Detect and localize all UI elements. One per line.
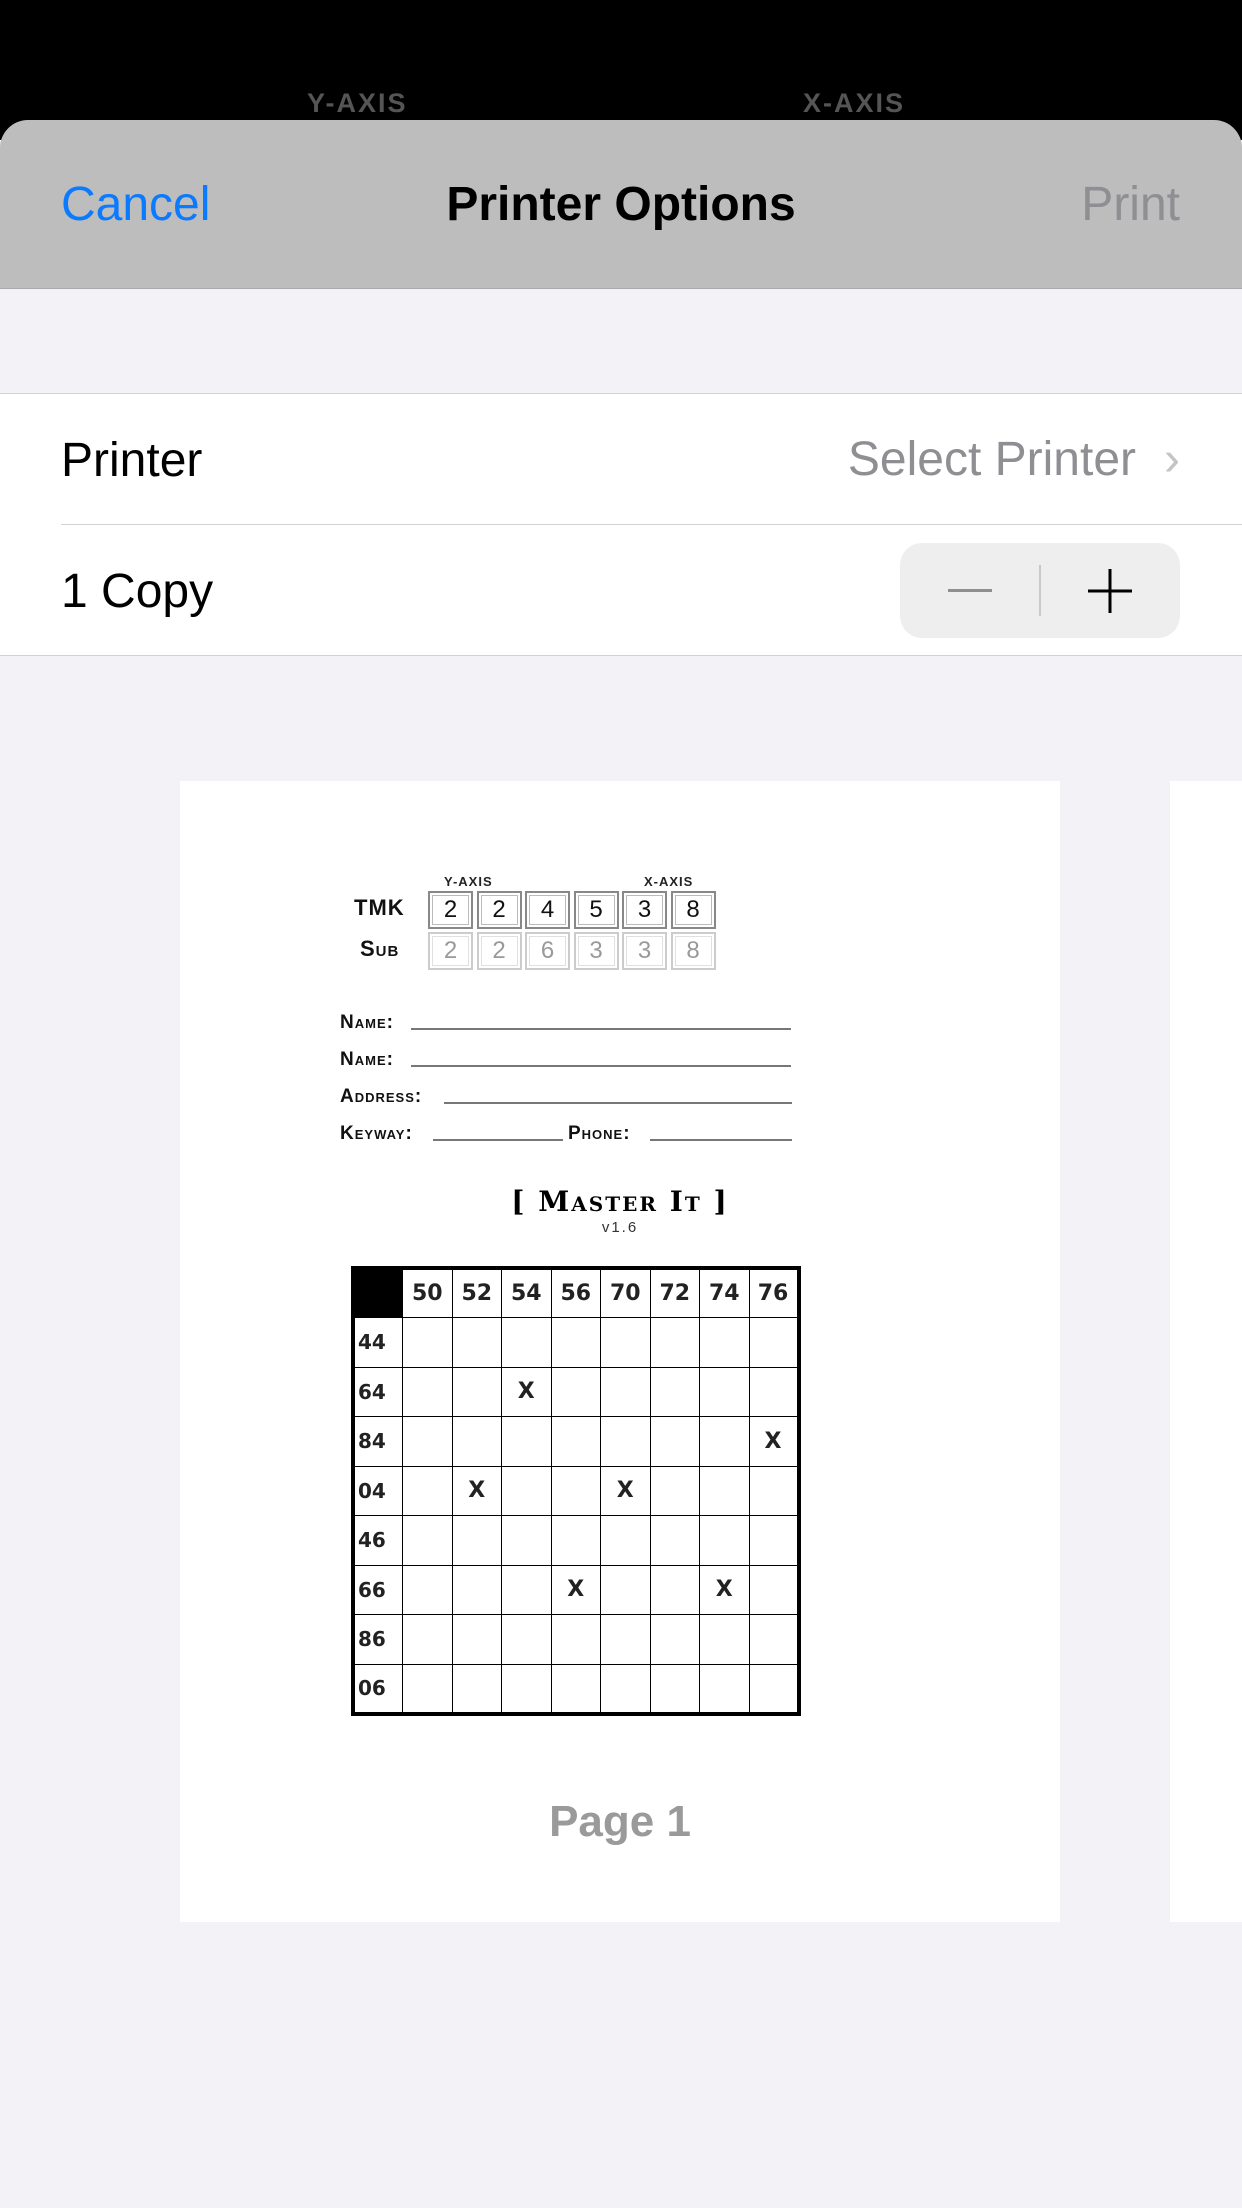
grid-cell xyxy=(403,1466,453,1516)
grid-cell xyxy=(502,1417,552,1467)
tmk-box: 2 xyxy=(428,891,473,929)
grid-cell xyxy=(403,1615,453,1665)
grid-cell xyxy=(551,1664,601,1714)
grid-cell xyxy=(502,1565,552,1615)
grid-cell xyxy=(700,1516,750,1566)
grid-cell xyxy=(700,1466,750,1516)
grid-cell-marked: X xyxy=(452,1466,502,1516)
grid-col-header: 54 xyxy=(502,1268,552,1318)
grid-row xyxy=(353,1664,799,1714)
grid-cell xyxy=(403,1367,453,1417)
grid-cell xyxy=(601,1565,651,1615)
grid-cell xyxy=(502,1466,552,1516)
address-line xyxy=(444,1102,792,1104)
grid-cell xyxy=(403,1664,453,1714)
grid-col-header: 74 xyxy=(700,1268,750,1318)
tmk-box: 3 xyxy=(622,891,667,929)
grid-cell xyxy=(601,1318,651,1368)
copies-stepper[interactable] xyxy=(900,543,1180,638)
grid-cell xyxy=(700,1615,750,1665)
grid-row-header: 86 xyxy=(353,1615,403,1665)
grid-cell xyxy=(403,1516,453,1566)
background-app xyxy=(0,0,1242,140)
grid-row xyxy=(353,1565,799,1615)
grid-cell xyxy=(502,1664,552,1714)
grid-row xyxy=(353,1318,799,1368)
grid-cell xyxy=(749,1516,799,1566)
grid-cell xyxy=(749,1466,799,1516)
chevron-right-icon: › xyxy=(1164,433,1180,486)
grid-cell-marked: X xyxy=(502,1367,552,1417)
grid-cell xyxy=(452,1318,502,1368)
grid-cell xyxy=(700,1417,750,1467)
grid-cell xyxy=(700,1664,750,1714)
grid-col-header: 70 xyxy=(601,1268,651,1318)
divider xyxy=(61,524,1242,525)
grid-row xyxy=(353,1615,799,1665)
grid-cell xyxy=(452,1615,502,1665)
grid-cell xyxy=(601,1417,651,1467)
preview-y-axis-label: Y-AXIS xyxy=(444,874,493,889)
print-button[interactable]: Print xyxy=(1081,178,1180,231)
grid-cell xyxy=(749,1615,799,1665)
grid-row xyxy=(353,1367,799,1417)
grid-row-header: 44 xyxy=(353,1318,403,1368)
grid-cell xyxy=(650,1318,700,1368)
grid-cell xyxy=(601,1615,651,1665)
grid-cell xyxy=(601,1516,651,1566)
grid-cell-marked: X xyxy=(601,1466,651,1516)
grid-cell xyxy=(650,1417,700,1467)
grid-row-header: 04 xyxy=(353,1466,403,1516)
grid-row-header: 66 xyxy=(353,1565,403,1615)
grid-cell xyxy=(749,1318,799,1368)
grid-cell xyxy=(551,1367,601,1417)
grid-cell xyxy=(551,1516,601,1566)
phone-label: Phone: xyxy=(568,1123,631,1144)
grid-row-header: 64 xyxy=(353,1367,403,1417)
page-label: Page 1 xyxy=(549,1797,691,1846)
bg-y-axis-label: Y-AXIS xyxy=(307,88,408,118)
grid-cell xyxy=(551,1417,601,1467)
tmk-box: 5 xyxy=(574,891,619,929)
grid-cell xyxy=(650,1367,700,1417)
sub-label: Sub xyxy=(360,936,400,961)
decrement-button[interactable] xyxy=(900,543,1040,638)
minus-icon xyxy=(948,589,992,593)
grid-cell xyxy=(452,1516,502,1566)
grid-cell xyxy=(551,1466,601,1516)
tmk-label: TMK xyxy=(354,895,405,920)
preview-version: v1.6 xyxy=(601,1219,639,1236)
sub-box: 2 xyxy=(428,932,473,970)
keyway-line xyxy=(433,1139,563,1141)
grid-cell xyxy=(502,1615,552,1665)
grid-cell xyxy=(403,1318,453,1368)
copies-label: 1 Copy xyxy=(61,565,214,618)
master-grid xyxy=(351,1266,801,1716)
select-printer-value[interactable]: Select Printer xyxy=(847,433,1136,486)
keyway-label: Keyway: xyxy=(340,1123,413,1144)
grid-cell xyxy=(452,1417,502,1467)
name-label-1: Name: xyxy=(340,1012,394,1033)
grid-cell xyxy=(700,1318,750,1368)
grid-cell xyxy=(502,1318,552,1368)
grid-cell-marked: X xyxy=(749,1417,799,1467)
grid-cell-marked: X xyxy=(700,1565,750,1615)
grid-cell xyxy=(650,1615,700,1665)
grid-col-header: 56 xyxy=(551,1268,601,1318)
grid-col-header: 52 xyxy=(452,1268,502,1318)
sub-box: 3 xyxy=(574,932,619,970)
grid-cell-marked: X xyxy=(551,1565,601,1615)
preview-x-axis-label: X-AXIS xyxy=(644,874,694,889)
bg-x-axis-label: X-AXIS xyxy=(803,88,906,118)
grid-cell xyxy=(650,1466,700,1516)
name-line-1 xyxy=(411,1028,791,1030)
grid-cell xyxy=(551,1615,601,1665)
tmk-box: 8 xyxy=(671,891,716,929)
grid-row-header: 84 xyxy=(353,1417,403,1467)
next-page-preview[interactable] xyxy=(1170,781,1242,1922)
grid-row-header: 46 xyxy=(353,1516,403,1566)
grid-cell xyxy=(601,1664,651,1714)
tmk-box: 2 xyxy=(477,891,522,929)
grid-cell xyxy=(452,1565,502,1615)
name-label-2: Name: xyxy=(340,1049,394,1070)
increment-button[interactable] xyxy=(1040,543,1180,638)
grid-cell xyxy=(749,1367,799,1417)
phone-line xyxy=(650,1139,792,1141)
grid-row xyxy=(353,1466,799,1516)
grid-cell xyxy=(452,1367,502,1417)
grid-row xyxy=(353,1516,799,1566)
grid-cell xyxy=(700,1367,750,1417)
grid-cell xyxy=(551,1318,601,1368)
sub-box: 2 xyxy=(477,932,522,970)
preview-title: [ Master It ] xyxy=(511,1185,729,1218)
grid-col-header: 50 xyxy=(403,1268,453,1318)
grid-cell xyxy=(650,1565,700,1615)
grid-col-header: 72 xyxy=(650,1268,700,1318)
page-title: Printer Options xyxy=(446,178,796,231)
cancel-button[interactable]: Cancel xyxy=(61,178,211,231)
grid-cell xyxy=(650,1516,700,1566)
grid-col-header: 76 xyxy=(749,1268,799,1318)
grid-corner xyxy=(353,1268,403,1318)
grid-cell xyxy=(403,1565,453,1615)
sub-box: 3 xyxy=(622,932,667,970)
sub-box: 6 xyxy=(525,932,570,970)
grid-cell xyxy=(749,1664,799,1714)
printer-label: Printer xyxy=(61,434,203,487)
name-line-2 xyxy=(411,1065,791,1067)
grid-cell xyxy=(601,1367,651,1417)
grid-row xyxy=(353,1417,799,1467)
grid-cell xyxy=(650,1664,700,1714)
grid-row-header: 06 xyxy=(353,1664,403,1714)
plus-icon xyxy=(1088,569,1132,613)
tmk-box: 4 xyxy=(525,891,570,929)
sub-box: 8 xyxy=(671,932,716,970)
address-label: Address: xyxy=(340,1086,423,1107)
grid-cell xyxy=(452,1664,502,1714)
grid-cell xyxy=(749,1565,799,1615)
grid-cell xyxy=(502,1516,552,1566)
grid-cell xyxy=(403,1417,453,1467)
